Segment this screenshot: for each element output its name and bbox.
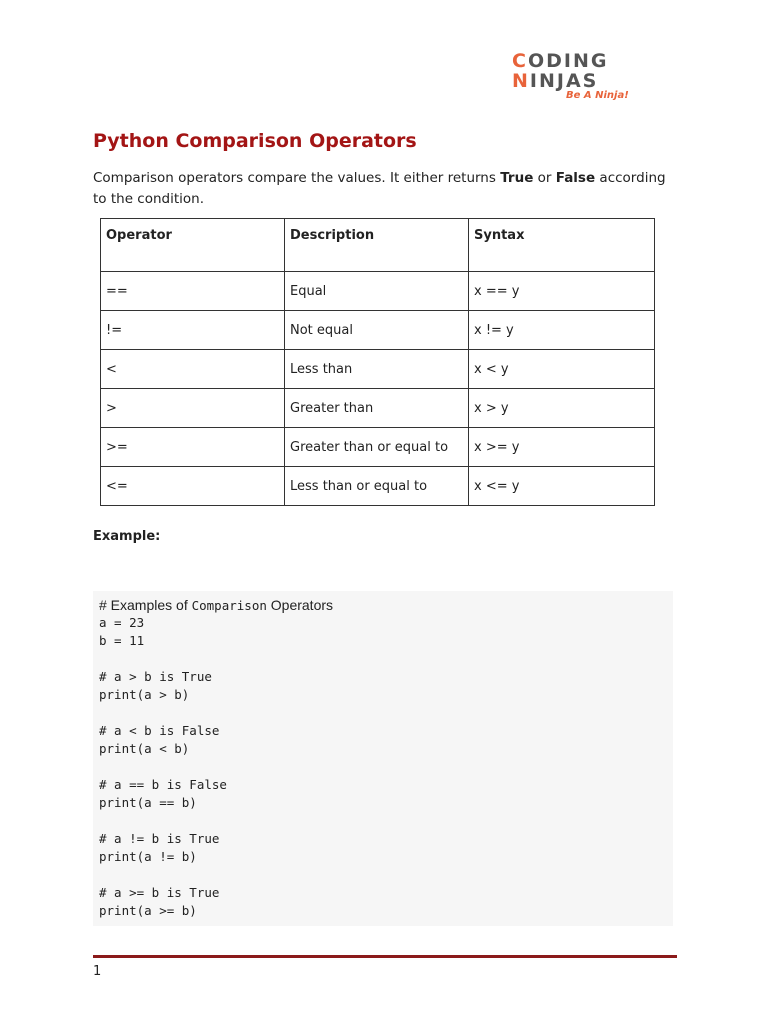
code-line: b = 11: [99, 633, 145, 648]
operator-cell: >: [101, 389, 285, 428]
page-number: 1: [93, 964, 102, 979]
description-cell: Not equal: [285, 311, 469, 350]
code-line: print(a > b): [99, 687, 190, 702]
syntax-cell: x >= y: [469, 428, 655, 467]
column-header-operator: Operator: [101, 219, 285, 272]
code-line: [99, 866, 667, 884]
code-line: # a != b is True: [99, 831, 220, 846]
description-cell: Greater than or equal to: [285, 428, 469, 467]
description-cell: Less than: [285, 350, 469, 389]
table-row: [101, 311, 655, 350]
operator-cell: !=: [101, 311, 285, 350]
page-title: Python Comparison Operators: [93, 130, 417, 152]
coding-ninjas-logo: [512, 50, 632, 106]
table-row: [101, 350, 655, 389]
syntax-cell: x < y: [469, 350, 655, 389]
intro-paragraph: Comparison operators compare the values. It either returns True or False according to the condition.: [93, 170, 666, 207]
code-comment-heading: # Examples of Comparison Operators: [99, 597, 334, 613]
operator-cell: >=: [101, 428, 285, 467]
table-row: [101, 389, 655, 428]
syntax-cell: x <= y: [469, 467, 655, 506]
description-cell: Equal: [285, 272, 469, 311]
table-row: [101, 272, 655, 311]
code-line: [99, 758, 667, 776]
syntax-cell: x == y: [469, 272, 655, 311]
description-cell: Greater than: [285, 389, 469, 428]
footer-divider: [93, 955, 677, 958]
code-line: print(a >= b): [99, 903, 197, 918]
code-line: [99, 704, 667, 722]
code-line: print(a != b): [99, 849, 197, 864]
code-line: print(a == b): [99, 795, 197, 810]
code-line: # a >= b is True: [99, 885, 220, 900]
column-header-syntax: Syntax: [469, 219, 655, 272]
logo-c-mark: C: [512, 50, 528, 72]
code-line: print(a < b): [99, 741, 190, 756]
code-line: # a < b is False: [99, 723, 220, 738]
operator-cell: <=: [101, 467, 285, 506]
operator-cell: ==: [101, 272, 285, 311]
description-cell: Less than or equal to: [285, 467, 469, 506]
code-line: a = 23: [99, 615, 145, 630]
syntax-cell: x > y: [469, 389, 655, 428]
logo-line-2: NINJAS: [512, 70, 599, 92]
table-row: [101, 428, 655, 467]
table-row: [101, 467, 655, 506]
code-line: # a > b is True: [99, 669, 212, 684]
example-label: Example:: [93, 529, 161, 544]
syntax-cell: x != y: [469, 311, 655, 350]
comparison-operators-table: [100, 218, 655, 506]
logo-line-1: CODING: [512, 50, 609, 72]
operator-cell: <: [101, 350, 285, 389]
column-header-description: Description: [285, 219, 469, 272]
code-line: [99, 812, 667, 830]
logo-tagline: Be A Ninja!: [566, 90, 629, 101]
code-line: [99, 650, 667, 668]
code-line: # a == b is False: [99, 777, 227, 792]
logo-n-mark: N: [512, 70, 530, 92]
code-block: [93, 591, 673, 926]
table-header-row: [101, 219, 655, 272]
